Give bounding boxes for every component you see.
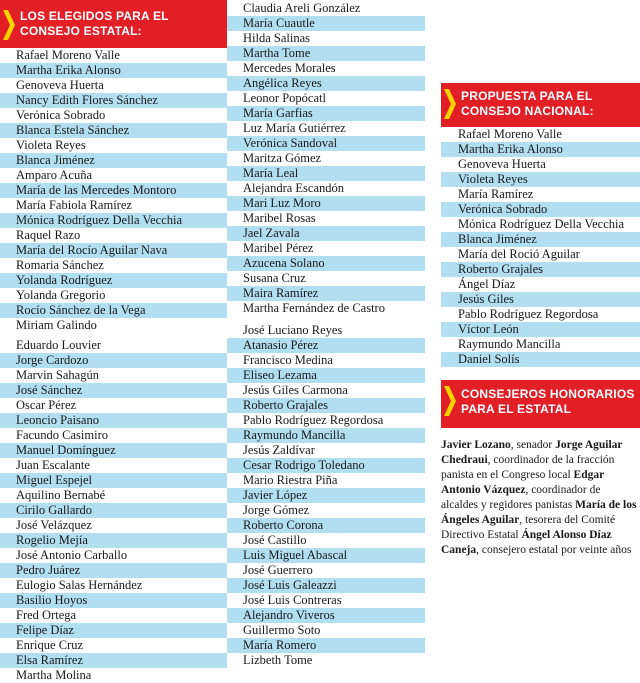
list-item: Guillermo Soto [227,623,425,638]
list-item: Ángel Díaz [441,277,640,292]
list-item: Raymundo Mancilla [441,337,640,352]
list-item: Luz María Gutiérrez [227,121,425,136]
honorario-description: , consejero estatal por veinte años [476,544,632,556]
list-item: Verónica Sobrado [441,202,640,217]
list-item: Roberto Grajales [227,398,425,413]
list-item: Yolanda Rodríguez [0,273,227,288]
list-item: Nancy Edith Flores Sánchez [0,93,227,108]
list-item: María Leal [227,166,425,181]
list-item: Francisco Medina [227,353,425,368]
list-item: Verónica Sobrado [0,108,227,123]
honorarios-title-line1: CONSEJEROS HONORARIOS [461,387,635,401]
nacional-title-line2: CONSEJO NACIONAL: [461,104,594,118]
list-item: Miguel Espejel [0,473,227,488]
list-item: Claudia Areli González [227,1,425,16]
list-item: José Luis Contreras [227,593,425,608]
honorario-name: Edgar Antonio Vázquez [441,469,604,496]
list-item: María del Rocío Aguilar Nava [0,243,227,258]
list-item: María Romero [227,638,425,653]
list-item: Jorge Gómez [227,503,425,518]
honorario-name: Jorge Aguilar Chedraui [441,439,623,466]
estatal-left-column [0,0,227,681]
estatal-left-list [0,48,227,683]
list-item: Blanca Estela Sánchez [0,123,227,138]
list-item: Daniel Solís [441,352,640,367]
list-item: Blanca Jiménez [441,232,640,247]
honorario-name: Ángel Alonso Díaz Caneja [441,529,612,556]
list-item: Manuel Domínguez [0,443,227,458]
list-item: Oscar Pérez [0,398,227,413]
honorarios-panel [441,380,640,611]
list-item: Alejandra Escandón [227,181,425,196]
list-item: Rafael Moreno Valle [441,127,640,142]
list-item: Maritza Gómez [227,151,425,166]
list-item: Aquilino Bernabé [0,488,227,503]
list-item: Miriam Galindo [0,318,227,333]
list-item: Azucena Solano [227,256,425,271]
list-item: Raymundo Mancilla [227,428,425,443]
honorario-description: , tesorera del Comité Directivo Estatal [441,514,616,541]
estatal-right-list [227,1,425,668]
honorario-description: , coordinador de alcaldes y regidores panistas [441,484,601,511]
list-item: José Luciano Reyes [227,323,425,338]
list-item: Roberto Corona [227,518,425,533]
honorarios-text [441,438,638,558]
list-item: Enrique Cruz [0,638,227,653]
chevron-right-icon [444,89,456,119]
nacional-block [441,127,640,367]
list-item: Alejandro Viveros [227,608,425,623]
nacional-panel [441,83,640,380]
list-item: Elsa Ramírez [0,653,227,668]
list-item: Mónica Rodríguez Della Vecchia [0,213,227,228]
list-item: Blanca Jiménez [0,153,227,168]
list-item: Raquel Razo [0,228,227,243]
list-item: Rocío Sánchez de la Vega [0,303,227,318]
list-item: Violeta Reyes [441,172,640,187]
list-item: José Antonio Carballo [0,548,227,563]
list-item: Atanasio Pérez [227,338,425,353]
list-item: Rogelio Mejía [0,533,227,548]
list-item: Martha Molina [0,668,227,683]
list-item: Romaria Sánchez [0,258,227,273]
list-gap [227,316,425,323]
list-item: Mario Riestra Piña [227,473,425,488]
list-item: Cirilo Gallardo [0,503,227,518]
list-item: Yolanda Gregorio [0,288,227,303]
honorario-name: Javier Lozano [441,439,511,451]
chevron-right-icon [3,10,15,40]
estatal-left-block [0,48,227,333]
list-item: Amparo Acuña [0,168,227,183]
nacional-header [441,83,640,127]
list-item: Mónica Rodríguez Della Vecchia [441,217,640,232]
list-item: José Castillo [227,533,425,548]
honorario-description: , coordinador de la fracción panista en el Congreso local [441,454,615,481]
list-item: Pablo Rodríguez Regordosa [227,413,425,428]
list-item: Verónica Sandoval [227,136,425,151]
list-item: Martha Tome [227,46,425,61]
list-item: María Ramírez [441,187,640,202]
list-item: Maribel Rosas [227,211,425,226]
list-item: Fred Ortega [0,608,227,623]
list-item: José Sánchez [0,383,227,398]
list-item: María del Roció Aguilar [441,247,640,262]
list-item: María Cuautle [227,16,425,31]
nacional-title-line1: PROPUESTA PARA EL [461,89,593,103]
list-item: María de las Mercedes Montoro [0,183,227,198]
honorario-description: , senador [510,439,556,451]
list-item: Angélica Reyes [227,76,425,91]
list-item: Víctor León [441,322,640,337]
estatal-right-block [227,323,425,668]
list-item: Jesús Giles Carmona [227,383,425,398]
estatal-right-column [227,0,425,681]
list-item: Lizbeth Tome [227,653,425,668]
list-item: Marvin Sahagún [0,368,227,383]
list-item: Eulogio Salas Hernández [0,578,227,593]
list-item: Susana Cruz [227,271,425,286]
list-item: Martha Fernández de Castro [227,301,425,316]
list-item: Pablo Rodríguez Regordosa [441,307,640,322]
list-item: Jael Zavala [227,226,425,241]
list-item: José Guerrero [227,563,425,578]
list-item: Violeta Reyes [0,138,227,153]
list-item: Eduardo Louvier [0,338,227,353]
list-item: María Garfias [227,106,425,121]
chevron-right-icon [444,386,456,416]
list-item: Maribel Pérez [227,241,425,256]
estatal-title-line1: LOS ELEGIDOS PARA EL [20,9,169,23]
list-item: Martha Erika Alonso [0,63,227,78]
honorario-name: María de los Ángeles Aguilar [441,499,637,526]
list-item: Genoveva Huerta [441,157,640,172]
estatal-right-block [227,1,425,316]
list-item: Leoncio Paisano [0,413,227,428]
list-item: Felipe Díaz [0,623,227,638]
list-item: Eliseo Lezama [227,368,425,383]
list-item: Jesús Giles [441,292,640,307]
list-item: Jorge Cardozo [0,353,227,368]
nacional-list [441,127,640,367]
list-item: Basilio Hoyos [0,593,227,608]
estatal-header [0,0,227,48]
list-item: Luis Miguel Abascal [227,548,425,563]
list-item: Jesús Zaldívar [227,443,425,458]
list-item: Facundo Casimiro [0,428,227,443]
list-item: José Velázquez [0,518,227,533]
list-item: Mercedes Morales [227,61,425,76]
list-item: Roberto Grajales [441,262,640,277]
list-item: Juan Escalante [0,458,227,473]
honorarios-title-line2: PARA EL ESTATAL [461,402,572,416]
estatal-title-line2: CONSEJO ESTATAL: [20,24,142,38]
list-item: Mari Luz Moro [227,196,425,211]
list-item: Hilda Salinas [227,31,425,46]
list-item: Javier López [227,488,425,503]
list-item: María Fabiola Ramírez [0,198,227,213]
list-item: José Luis Galeazzi [227,578,425,593]
list-item: Cesar Rodrigo Toledano [227,458,425,473]
list-item: Martha Erika Alonso [441,142,640,157]
list-item: Pedro Juárez [0,563,227,578]
list-item: Maira Ramírez [227,286,425,301]
list-item: Leonor Popócatl [227,91,425,106]
list-item: Rafael Moreno Valle [0,48,227,63]
list-item: Genoveva Huerta [0,78,227,93]
honorarios-header [441,380,640,428]
estatal-left-block [0,338,227,683]
